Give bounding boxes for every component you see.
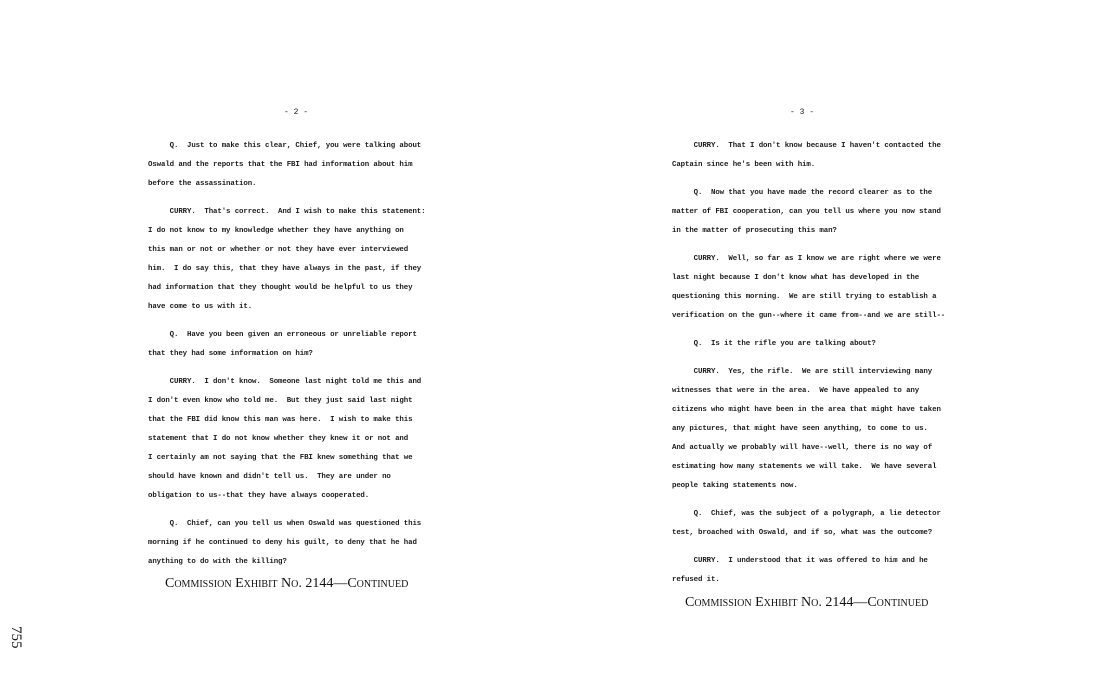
paragraph [148,515,458,572]
text-line: should have known and didn't tell us. They are under no [148,473,391,481]
text-line: CURRY. Yes, the rifle. We are still interviewing many [672,368,933,376]
paragraph [148,203,458,317]
page-body [148,137,458,581]
text-line: refused it. [672,576,720,584]
paragraph [672,552,972,590]
text-line: I do not know to my knowledge whether they have anything on [148,227,404,235]
text-line: estimating how many statements we will take. We have several [672,463,937,471]
text-line: that they had some information on him? [148,350,313,358]
page-body [672,137,972,599]
text-line: CURRY. That I don't know because I haven't contacted the [672,142,941,150]
text-line: in the matter of prosecuting this man? [672,227,837,235]
paragraph [148,373,458,506]
text-line: before the assassination. [148,180,257,188]
text-line: CURRY. I don't know. Someone last night told me this and [148,378,422,386]
paragraph [672,363,972,496]
page-number: - 3 - [790,108,815,117]
paragraph [672,184,972,241]
text-line: any pictures, that might have seen anything, to come to us. [672,425,928,433]
text-line: Q. Is it the rifle you are talking about? [672,340,876,348]
text-line: CURRY. That's correct. And I wish to make this statement: [148,208,426,216]
text-line: him. I do say this, that they have always in the past, if they [148,265,422,273]
text-line: had information that they thought would be helpful to us they [148,284,413,292]
text-line: anything to do with the killing? [148,558,287,566]
text-line: this man or not or whether or not they have ever interviewed [148,246,409,254]
text-line: Captain since he's been with him. [672,161,816,169]
text-line: CURRY. I understood that it was offered to him and he [672,557,928,565]
text-line: I don't even know who told me. But they just said last night [148,397,413,405]
text-line: Q. Chief, can you tell us when Oswald was questioned this [148,520,422,528]
text-line: verification on the gun--where it came from--and we are still-- [672,312,946,320]
text-line: CURRY. Well, so far as I know we are right where we were [672,255,941,263]
text-line: witnesses that were in the area. We have appealed to any [672,387,920,395]
text-line: Q. Just to make this clear, Chief, you were talking about [148,142,422,150]
text-line: Q. Chief, was the subject of a polygraph, a lie detector [672,510,941,518]
text-line: I certainly am not saying that the FBI knew something that we [148,454,413,462]
text-line: matter of FBI cooperation, can you tell us where you now stand [672,208,941,216]
text-line: statement that I do not know whether they knew it or not and [148,435,409,443]
paragraph [672,335,972,354]
text-line: have come to us with it. [148,303,253,311]
paragraph [148,326,458,364]
paragraph [672,137,972,175]
text-line: people taking statements now. [672,482,798,490]
page-number: - 2 - [284,108,309,117]
text-line: morning if he continued to deny his guilt, to deny that he had [148,539,417,547]
paragraph [148,137,458,194]
text-line: Q. Now that you have made the record clearer as to the [672,189,933,197]
text-line: test, broached with Oswald, and if so, what was the outcome? [672,529,933,537]
text-line: questioning this morning. We are still trying to establish a [672,293,937,301]
text-line: Q. Have you been given an erroneous or unreliable report [148,331,417,339]
text-line: last night because I don't know what has developed in the [672,274,920,282]
text-line: citizens who might have been in the area that might have taken [672,406,941,414]
volume-page-number: 755 [8,626,24,649]
text-line: And actually we probably will have--well, there is no way of [672,444,933,452]
text-line: Oswald and the reports that the FBI had information about him [148,161,413,169]
text-line: that the FBI did know this man was here. I wish to make this [148,416,413,424]
exhibit-caption: Commission Exhibit No. 2144—Continued [685,595,929,610]
exhibit-caption: Commission Exhibit No. 2144—Continued [165,576,409,591]
text-line: obligation to us--that they have always cooperated. [148,492,370,500]
paragraph [672,250,972,326]
paragraph [672,505,972,543]
